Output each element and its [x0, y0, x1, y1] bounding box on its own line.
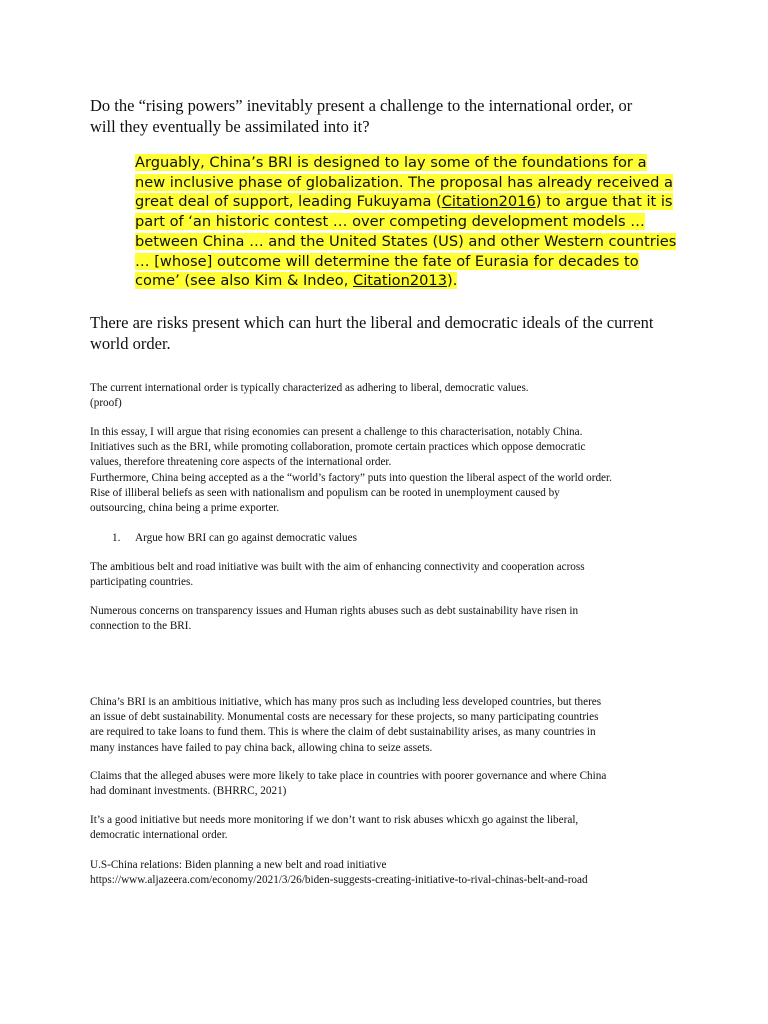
paragraph [90, 769, 680, 799]
text-line: China’s BRI is an ambitious initiative, which has many pros such as including less developed countries, but theres [90, 696, 602, 708]
text-line: (proof) [90, 397, 122, 410]
essay-question-heading [90, 95, 690, 137]
text-line: The ambitious belt and road initiative was built with the aim of enhancing connectivity and cooperation across [90, 561, 585, 573]
highlighted-quote [135, 153, 680, 291]
paragraph [90, 381, 680, 411]
quote-text: ). [447, 272, 458, 290]
list-text: Argue how BRI can go against democratic values [135, 532, 357, 544]
text-line: participating countries. [90, 576, 194, 589]
text-line: values, therefore threatening core aspects of the international order. [90, 456, 392, 469]
paragraph [90, 813, 680, 843]
paragraph [90, 858, 680, 888]
text-line: democratic international order. [90, 829, 228, 842]
heading-line: will they eventually be assimilated into it? [90, 117, 370, 136]
text-line: an issue of debt sustainability. Monumental costs are necessary for these projects, so many participating countries [90, 711, 599, 724]
text-line: It’s a good initiative but needs more monitoring if we don’t want to risk abuses whicxh go against the liberal, [90, 814, 579, 826]
text-line: Rise of illiberal beliefs as seen with nationalism and populism can be rooted in unemployment caused by [90, 486, 560, 499]
text-line: outsourcing, china being a prime exporter. [90, 502, 280, 515]
text-line: Numerous concerns on transparency issues and Human rights abuses such as debt sustainability have risen in [90, 605, 579, 617]
list-number: 1. [112, 532, 121, 544]
text-line: In this essay, I will argue that rising economies can present a challenge to this characterisation, notably China. [90, 426, 583, 438]
text-line: Claims that the alleged abuses were more likely to take place in countries with poorer governance and where China [90, 770, 607, 782]
heading-line: world order. [90, 334, 171, 353]
quote-text: ) to argue that it is part of ‘an historic contest … over competing development models … between China … and the United States (US) and other Western countries … [whose] outcome will determine the fate of Eurasia for decades to come’ (see also Kim & Indeo, [135, 193, 677, 290]
text-line: Initiatives such as the BRI, while promoting collaboration, promote certain practices which oppose democratic [90, 441, 586, 454]
text-line: The current international order is typically characterized as adhering to liberal, democratic values. [90, 382, 529, 394]
quote-text: Arguably, China’s BRI is designed to lay some of the foundations for a new inclusive phase of globalization. The proposal has already received a great deal of support, leading Fukuyama ( [135, 154, 673, 211]
text-line: are required to take loans to fund them. This is where the claim of debt sustainability arises, as many countries in [90, 726, 596, 739]
thesis-heading [90, 312, 690, 354]
text-line: U.S-China relations: Biden planning a new belt and road initiative [90, 859, 387, 871]
paragraph [90, 695, 680, 756]
text-line: Furthermore, China being accepted as a the “world’s factory” puts into question the liberal aspect of the world order. [90, 471, 612, 484]
paragraph [90, 604, 680, 634]
numbered-list-item [112, 531, 672, 546]
text-line: had dominant investments. (BHRRC, 2021) [90, 785, 287, 798]
heading-line: There are risks present which can hurt the liberal and democratic ideals of the current [90, 313, 654, 332]
url-text[interactable]: https://www.aljazeera.com/economy/2021/3/26/biden-suggests-creating-initiative-to-rival-chinas-belt-and-road [90, 874, 588, 887]
citation-link[interactable]: Citation2013 [353, 272, 448, 290]
paragraph [90, 425, 680, 516]
heading-line: Do the “rising powers” inevitably present a challenge to the international order, or [90, 96, 633, 115]
text-line: connection to the BRI. [90, 620, 192, 633]
text-line: many instances have failed to pay china back, allowing china to seize assets. [90, 741, 433, 754]
quote-highlight [135, 154, 676, 289]
citation-link[interactable]: Citation2016 [441, 193, 536, 211]
paragraph [90, 560, 680, 590]
